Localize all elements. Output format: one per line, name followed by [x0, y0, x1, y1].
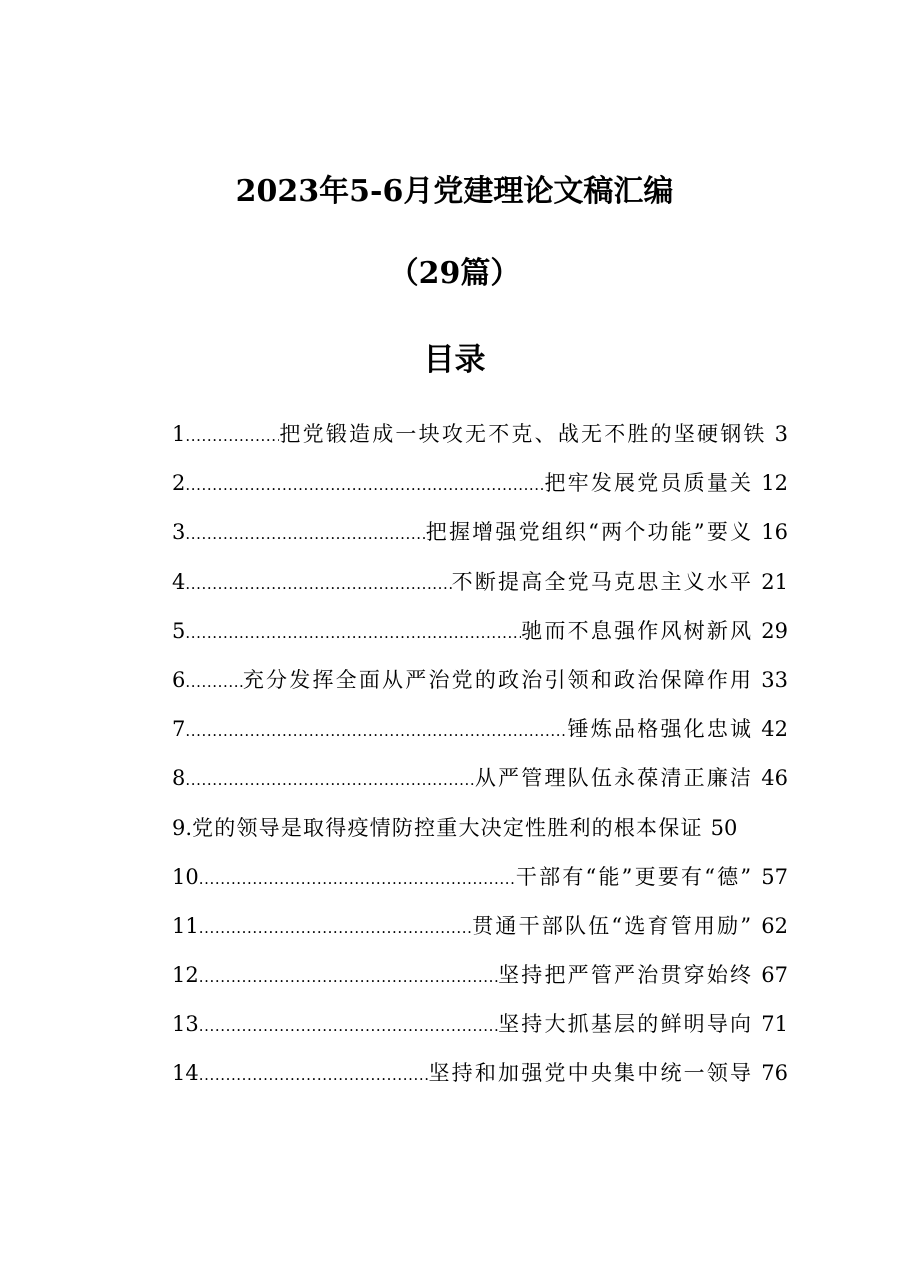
toc-entry-number: 4 [172, 569, 186, 594]
toc-entry-number: 2 [172, 471, 186, 496]
toc-entry[interactable] [172, 1057, 788, 1106]
toc-entry-title: 不断提高全党马克思主义水平 [451, 569, 754, 594]
toc-leader-dots [185, 771, 474, 789]
toc-entry-number: 14 [172, 1061, 199, 1086]
toc-heading: 目录 [423, 342, 486, 378]
toc-entry-title: 把党锻造成一块攻无不克、战无不胜的坚硬钢铁 [279, 422, 767, 446]
document-title: 2023年5-6月党建理论文稿汇编 [235, 174, 674, 209]
toc-entry-number: 1 [172, 422, 186, 446]
toc-leader-dots [199, 1066, 429, 1084]
toc-leader-dots [185, 575, 451, 593]
toc-entry[interactable] [172, 516, 788, 565]
toc-entry-page: 42 [761, 717, 788, 742]
toc-entry[interactable] [172, 762, 788, 811]
article-count: （29篇） [388, 256, 521, 291]
toc-entry-number: 11 [172, 913, 199, 938]
toc-entry-number: 8 [172, 766, 186, 791]
toc-entry[interactable] [172, 861, 788, 910]
toc-entry-number: 3 [172, 520, 186, 545]
toc-entry-page: 62 [761, 913, 788, 938]
toc-entry-number: 12 [172, 963, 199, 988]
toc-entry-number: 9. [172, 815, 193, 840]
toc-entry[interactable] [172, 664, 788, 713]
toc-leader-dots [185, 427, 279, 445]
toc-entry-title: 党的领导是取得疫情防控重大决定性胜利的根本保证 [192, 815, 703, 840]
toc-entry-page: 16 [761, 520, 788, 545]
toc-entry-title: 把牢发展党员质量关 [544, 471, 754, 496]
toc-entry-title: 干部有“能”更要有“德” [515, 864, 754, 889]
toc-entry-title: 坚持大抓基层的鲜明导向 [498, 1012, 754, 1037]
toc-entry-page: 33 [761, 667, 788, 692]
toc-entry-page: 50 [710, 815, 738, 840]
toc-entry-page: 21 [761, 569, 788, 594]
toc-leader-dots [185, 624, 521, 642]
toc-entry-page: 46 [761, 766, 788, 791]
toc-leader-dots [185, 525, 425, 543]
toc-entry[interactable] [172, 418, 788, 467]
toc-entry-title: 锤炼品格强化忠诚 [567, 717, 754, 742]
toc-entry[interactable] [172, 713, 788, 762]
toc-leader-dots [199, 1017, 498, 1035]
toc-entry[interactable] [172, 467, 788, 516]
toc-entry-title: 把握增强党组织“两个功能”要义 [425, 520, 754, 545]
toc-leader-dots [199, 968, 498, 986]
toc-leader-dots [199, 919, 472, 937]
toc-entry-number: 13 [172, 1012, 199, 1037]
toc-entry-title: 从严管理队伍永葆清正廉洁 [474, 766, 754, 791]
toc-entry-page: 3 [774, 422, 788, 446]
toc-entry[interactable] [172, 615, 788, 664]
toc-entry[interactable] [172, 1008, 788, 1057]
toc-entry-number: 10 [172, 864, 199, 889]
toc-leader-dots [185, 722, 567, 740]
table-of-contents [172, 418, 788, 1107]
toc-leader-dots [185, 673, 242, 691]
toc-entry-page: 67 [761, 963, 788, 988]
toc-entry-page: 29 [761, 618, 788, 643]
toc-entry-page: 71 [761, 1012, 788, 1037]
toc-entry-title: 贯通干部队伍“选育管用励” [472, 913, 754, 938]
toc-entry[interactable] [172, 959, 788, 1008]
toc-entry-page: 12 [761, 471, 788, 496]
toc-entry-title: 坚持和加强党中央集中统一领导 [428, 1061, 754, 1086]
toc-entry-page: 76 [761, 1061, 788, 1086]
toc-entry-title: 充分发挥全面从严治党的政治引领和政治保障作用 [242, 667, 754, 692]
toc-entry-number: 6 [172, 667, 186, 692]
toc-entry-number: 7 [172, 717, 186, 742]
toc-entry-title: 坚持把严管严治贯穿始终 [498, 963, 754, 988]
toc-entry[interactable] [172, 812, 788, 861]
toc-entry-number: 5 [172, 618, 186, 643]
toc-entry-title: 驰而不息强作风树新风 [521, 618, 754, 643]
toc-leader-dots [185, 476, 544, 494]
toc-entry[interactable] [172, 566, 788, 615]
toc-entry-page: 57 [761, 864, 788, 889]
toc-entry[interactable] [172, 910, 788, 959]
toc-leader-dots [199, 870, 516, 888]
